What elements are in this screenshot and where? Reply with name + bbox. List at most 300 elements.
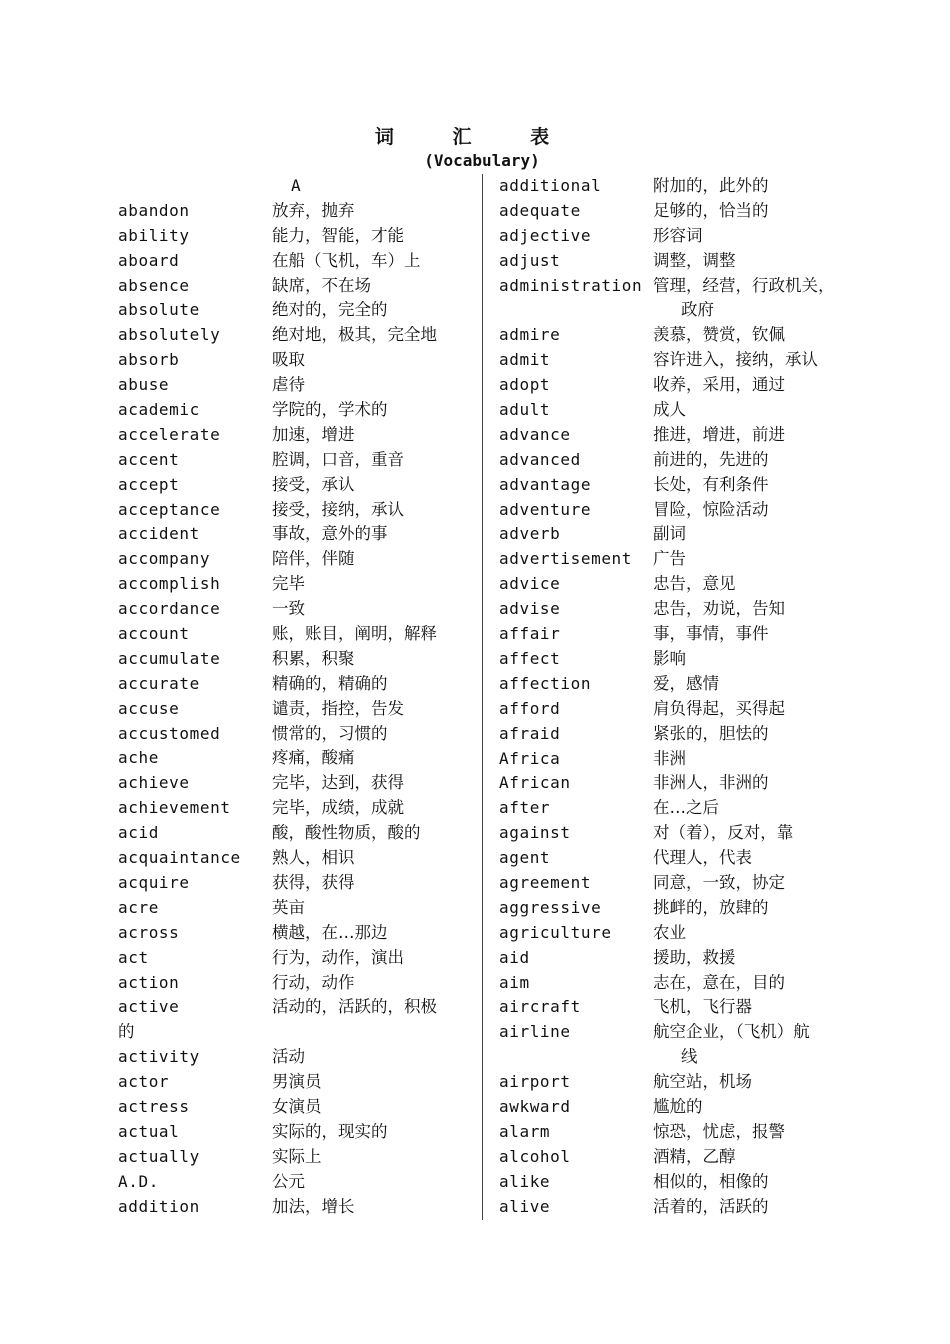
vocab-word: agreement <box>499 872 592 892</box>
vocab-word: advanced <box>499 449 581 469</box>
vocab-entry <box>118 398 480 423</box>
vocab-definition <box>653 1120 785 1145</box>
vocab-definition <box>272 572 305 597</box>
vocab-word: action <box>118 972 180 992</box>
vocab-definition-text: 加速，增进 <box>272 424 355 444</box>
vocab-entry <box>499 896 869 921</box>
vocab-entry <box>499 672 869 697</box>
vocab-entry <box>118 373 480 398</box>
vocab-word: addition <box>118 1196 200 1216</box>
vocab-definition-text: 酒精，乙醇 <box>653 1146 736 1166</box>
vocab-definition <box>272 597 305 622</box>
vocab-definition-text: 绝对地，极其，完全地 <box>272 325 437 345</box>
vocab-word: actress <box>118 1096 190 1116</box>
vocab-entry <box>499 597 869 622</box>
vocab-definition <box>272 473 355 498</box>
vocab-word: actual <box>118 1121 180 1141</box>
vocab-definition-text: 接受，承认 <box>272 474 355 494</box>
vocab-definition-text: 放弃，抛弃 <box>272 200 355 220</box>
vocab-definition <box>653 672 719 697</box>
vocab-definition-text: 事故，意外的事 <box>272 524 388 544</box>
vocab-entry <box>499 1020 869 1070</box>
vocab-definition <box>272 1070 322 1095</box>
vocab-definition-text: 活动 <box>272 1047 305 1067</box>
vocab-entry <box>499 249 869 274</box>
vocab-definition-text: 成人 <box>653 400 686 420</box>
vocab-entry <box>118 1145 480 1170</box>
letter-heading: A <box>291 176 301 195</box>
vocab-definition-continuation: 政府 <box>681 300 714 320</box>
vocab-definition-text: 挑衅的，放肆的 <box>653 897 769 917</box>
vocab-definition <box>653 547 686 572</box>
vocab-word: acquaintance <box>118 848 241 868</box>
vocab-definition-text: 惊恐，忧虑，报警 <box>653 1121 785 1141</box>
vocab-definition-text: 疼痛，酸痛 <box>272 748 355 768</box>
vocab-word: afford <box>499 698 561 718</box>
vocab-definition <box>272 796 404 821</box>
vocab-entry <box>499 522 869 547</box>
vocab-word: actor <box>118 1072 170 1092</box>
vocab-definition <box>653 995 752 1020</box>
vocab-definition-text: 账，账目，阐明，解释 <box>272 624 437 644</box>
vocab-definition-text: 活动的，活跃的，积极 <box>272 997 437 1017</box>
vocab-definition-text: 谴责，指控，告发 <box>272 698 404 718</box>
vocab-definition-text: 男演员 <box>272 1072 322 1092</box>
vocab-definition-text: 前进的，先进的 <box>653 449 769 469</box>
vocab-word: abandon <box>118 200 190 220</box>
vocab-definition-text: 事，事情，事件 <box>653 624 769 644</box>
vocab-entry <box>118 1120 480 1145</box>
vocab-entry <box>499 498 869 523</box>
vocab-entry <box>118 672 480 697</box>
vocab-definition-text: 航空站，机场 <box>653 1072 752 1092</box>
vocab-entry <box>499 348 869 373</box>
vocab-definition <box>653 398 686 423</box>
vocab-definition <box>272 448 404 473</box>
vocab-definition <box>272 846 355 871</box>
vocab-definition-text: 积累，积聚 <box>272 648 355 668</box>
vocabulary-column-left <box>118 174 480 1219</box>
vocab-definition <box>272 622 437 647</box>
vocab-definition-text: 加法，增长 <box>272 1196 355 1216</box>
vocab-definition <box>653 199 769 224</box>
vocab-entry <box>499 224 869 249</box>
vocab-entry <box>499 448 869 473</box>
vocab-definition-text: 非洲人，非洲的 <box>653 773 769 793</box>
vocab-entry <box>499 921 869 946</box>
vocab-entry <box>499 1195 869 1220</box>
vocab-definition <box>653 871 785 896</box>
vocab-entry <box>118 971 480 996</box>
vocab-word: adjective <box>499 225 592 245</box>
vocab-word: accelerate <box>118 424 221 444</box>
vocab-entry <box>118 771 480 796</box>
vocab-entry <box>499 1095 869 1120</box>
vocab-definition <box>272 199 355 224</box>
vocab-definition <box>653 971 785 996</box>
vocab-definition-text: 调整，调整 <box>653 250 736 270</box>
vocab-definition-text: 对（着），反对，靠 <box>653 823 794 843</box>
vocab-word: advice <box>499 574 561 594</box>
vocab-word: adult <box>499 400 551 420</box>
vocab-definition <box>653 622 769 647</box>
vocab-definition <box>653 1020 810 1070</box>
vocab-definition <box>272 921 388 946</box>
vocab-entry <box>499 398 869 423</box>
vocab-definition <box>653 522 686 547</box>
vocab-definition <box>272 1045 305 1070</box>
vocab-entry <box>118 423 480 448</box>
vocab-word: accomplish <box>118 574 221 594</box>
vocab-entry <box>118 1070 480 1095</box>
vocab-word: active <box>118 997 180 1017</box>
vocab-word: aircraft <box>499 997 581 1017</box>
vocab-word: alcohol <box>499 1146 571 1166</box>
vocab-definition <box>653 423 785 448</box>
vocab-entry <box>118 597 480 622</box>
vocab-definition <box>272 946 404 971</box>
vocab-definition-wrap: 的 <box>118 1022 135 1042</box>
vocab-definition <box>272 697 404 722</box>
vocab-definition <box>653 249 736 274</box>
vocab-definition <box>653 1095 703 1120</box>
vocab-word: admire <box>499 325 561 345</box>
vocab-definition-text: 管理，经营，行政机关， <box>653 275 835 295</box>
vocab-definition <box>653 921 686 946</box>
vocab-definition-text: 行为，动作，演出 <box>272 947 404 967</box>
vocab-word: accordance <box>118 599 221 619</box>
vocab-word: adjust <box>499 250 561 270</box>
vocab-definition-text: 完毕，成绩，成就 <box>272 798 404 818</box>
vocab-word: ability <box>118 225 190 245</box>
vocab-definition-text: 陪伴，伴随 <box>272 549 355 569</box>
vocab-entry <box>499 572 869 597</box>
vocab-entry <box>118 796 480 821</box>
vocab-definition-text: 吸取 <box>272 350 305 370</box>
vocab-definition-text: 非洲 <box>653 748 686 768</box>
vocab-definition <box>653 572 736 597</box>
vocab-entry <box>118 498 480 523</box>
vocab-word: advantage <box>499 474 592 494</box>
vocab-entry <box>118 647 480 672</box>
vocab-definition-text: 精确的，精确的 <box>272 673 388 693</box>
vocab-definition <box>272 1095 322 1120</box>
vocab-entry <box>499 274 869 324</box>
vocab-word: accident <box>118 524 200 544</box>
vocab-definition-text: 尴尬的 <box>653 1096 703 1116</box>
vocab-entry <box>499 1145 869 1170</box>
vocab-definition <box>272 672 388 697</box>
vocab-definition-text: 缺席，不在场 <box>272 275 371 295</box>
vocab-word: additional <box>499 176 602 195</box>
vocab-definition <box>653 747 686 772</box>
vocab-word: awkward <box>499 1096 571 1116</box>
vocab-entry <box>499 1120 869 1145</box>
vocab-entry <box>499 323 869 348</box>
vocab-entry <box>499 771 869 796</box>
vocab-word: act <box>118 947 149 967</box>
vocab-entry <box>499 971 869 996</box>
vocab-entry <box>118 224 480 249</box>
vocab-definition <box>653 1195 769 1220</box>
vocab-entry <box>118 1170 480 1195</box>
vocab-word: agriculture <box>499 922 612 942</box>
vocab-entry <box>499 473 869 498</box>
vocab-word: after <box>499 798 551 818</box>
vocab-word: acceptance <box>118 499 221 519</box>
vocab-definition <box>272 722 388 747</box>
vocab-definition <box>653 771 769 796</box>
vocab-entry <box>118 199 480 224</box>
vocab-word: advertisement <box>499 549 633 569</box>
vocab-entry <box>499 174 869 199</box>
vocab-word: alarm <box>499 1121 551 1141</box>
vocab-definition <box>272 348 305 373</box>
vocab-definition-text: 冒险，惊险活动 <box>653 499 769 519</box>
vocab-definition-text: 横越，在…那边 <box>272 922 388 942</box>
vocab-word: administration <box>499 275 643 295</box>
vocab-definition-text: 肩负得起，买得起 <box>653 698 785 718</box>
vocab-entry <box>499 846 869 871</box>
vocab-entry <box>118 622 480 647</box>
vocab-definition-text: 英亩 <box>272 897 305 917</box>
vocab-definition <box>272 1170 305 1195</box>
vocab-definition <box>653 796 719 821</box>
vocab-definition <box>653 821 793 846</box>
vocab-definition <box>272 249 421 274</box>
vocab-entry <box>118 896 480 921</box>
vocab-entry <box>118 522 480 547</box>
vocab-definition <box>653 647 686 672</box>
vocab-definition <box>653 274 835 324</box>
vocab-word: affect <box>499 648 561 668</box>
vocab-word: absolute <box>118 300 200 320</box>
vocab-word: achieve <box>118 773 190 793</box>
vocab-entry <box>118 572 480 597</box>
vocab-entry <box>499 747 869 772</box>
vocab-word: adequate <box>499 200 581 220</box>
vocab-definition-continuation: 线 <box>681 1047 698 1067</box>
vocab-definition-text: 紧张的，胆怯的 <box>653 723 769 743</box>
vocab-entry <box>499 1170 869 1195</box>
vocab-entry <box>118 1195 480 1220</box>
vocab-entry <box>499 995 869 1020</box>
vocab-definition <box>272 373 305 398</box>
vocab-word: aboard <box>118 250 180 270</box>
vocab-definition-text: 惯常的，习惯的 <box>272 723 388 743</box>
vocab-definition <box>272 871 355 896</box>
vocab-definition-text: 完毕，达到，获得 <box>272 773 404 793</box>
vocab-entry <box>118 946 480 971</box>
vocab-definition <box>653 373 785 398</box>
vocab-definition-text: 推进，增进，前进 <box>653 424 785 444</box>
vocab-word: achievement <box>118 798 231 818</box>
vocab-definition-text: 代理人，代表 <box>653 848 752 868</box>
vocab-word: affection <box>499 673 592 693</box>
vocab-definition <box>653 348 818 373</box>
vocab-word: advise <box>499 599 561 619</box>
vocab-word: absorb <box>118 350 180 370</box>
vocab-entry <box>118 249 480 274</box>
vocab-word: accuse <box>118 698 180 718</box>
vocab-definition <box>653 323 785 348</box>
vocab-word: account <box>118 624 190 644</box>
vocab-entry <box>499 946 869 971</box>
vocab-definition-text: 绝对的，完全的 <box>272 300 388 320</box>
vocab-definition <box>272 224 404 249</box>
vocab-definition-text: 农业 <box>653 922 686 942</box>
vocab-word: activity <box>118 1047 200 1067</box>
vocab-entry <box>118 871 480 896</box>
vocab-definition-text: 同意，一致，协定 <box>653 872 785 892</box>
vocab-word: absolutely <box>118 325 221 345</box>
vocab-word: accustomed <box>118 723 221 743</box>
vocab-definition-text: 容许进入，接纳，承认 <box>653 350 818 370</box>
vocab-definition <box>653 946 736 971</box>
vocab-definition-text: 公元 <box>272 1171 305 1191</box>
vocab-entry <box>499 722 869 747</box>
vocab-definition-text: 腔调，口音，重音 <box>272 449 404 469</box>
vocab-word: accompany <box>118 549 211 569</box>
vocab-definition-text: 长处，有利条件 <box>653 474 769 494</box>
vocab-definition-text: 形容词 <box>653 225 703 245</box>
page-title: 词 汇 表 <box>374 126 576 148</box>
vocab-definition <box>272 746 355 771</box>
vocab-entry <box>499 647 869 672</box>
vocab-definition <box>272 547 355 572</box>
vocab-entry <box>118 298 480 323</box>
vocab-entry <box>118 274 480 299</box>
vocab-word: aim <box>499 972 530 992</box>
vocab-entry <box>118 722 480 747</box>
vocab-definition-text: 能力，智能，才能 <box>272 225 404 245</box>
vocab-entry <box>118 1045 480 1070</box>
vocab-word: admit <box>499 350 551 370</box>
vocab-entry <box>499 821 869 846</box>
vocab-definition <box>272 821 421 846</box>
vocab-definition-text: 附加的，此外的 <box>653 176 769 195</box>
page-subtitle: (Vocabulary) <box>424 151 540 170</box>
vocab-word: affair <box>499 624 561 644</box>
vocab-definition <box>653 1070 752 1095</box>
vocab-definition-text: 爱，感情 <box>653 673 719 693</box>
vocab-word: accumulate <box>118 648 221 668</box>
vocab-word: aggressive <box>499 897 602 917</box>
vocab-word: Africa <box>499 748 561 768</box>
vocab-word: afraid <box>499 723 561 743</box>
vocab-definition-text: 收养，采用，通过 <box>653 375 785 395</box>
vocab-word: African <box>499 773 571 793</box>
vocab-definition <box>272 647 355 672</box>
vocab-word: acre <box>118 897 159 917</box>
vocab-definition <box>653 473 769 498</box>
vocab-definition-text: 足够的，恰当的 <box>653 200 769 220</box>
vocab-entry <box>499 1070 869 1095</box>
vocab-definition-text: 一致 <box>272 599 305 619</box>
vocab-word: agent <box>499 848 551 868</box>
vocab-definition <box>272 323 437 348</box>
vocab-word: accurate <box>118 673 200 693</box>
vocab-definition <box>653 597 785 622</box>
vocab-word: accept <box>118 474 180 494</box>
vocab-definition-text: 在…之后 <box>653 798 719 818</box>
vocab-entry <box>499 199 869 224</box>
vocab-definition-text: 在船（飞机，车）上 <box>272 250 421 270</box>
vocab-definition <box>272 274 371 299</box>
vocab-definition-text: 援助，救援 <box>653 947 736 967</box>
vocab-word: airport <box>499 1072 571 1092</box>
vocab-word: advance <box>499 424 571 444</box>
vocab-definition-text: 忠告，意见 <box>653 574 736 594</box>
vocab-entry <box>499 373 869 398</box>
vocab-definition-text: 熟人，相识 <box>272 848 355 868</box>
vocab-definition <box>653 722 769 747</box>
vocab-definition-text: 虐待 <box>272 375 305 395</box>
vocab-definition-text: 接受，接纳，承认 <box>272 499 404 519</box>
vocab-definition <box>272 971 355 996</box>
vocab-word: against <box>499 823 571 843</box>
vocab-word: abuse <box>118 375 170 395</box>
vocab-definition <box>653 846 752 871</box>
vocab-definition <box>272 298 388 323</box>
vocab-definition <box>272 522 388 547</box>
vocab-definition-text: 实际的，现实的 <box>272 1121 388 1141</box>
vocab-entry <box>118 323 480 348</box>
vocab-definition <box>272 498 404 523</box>
vocab-entry <box>499 697 869 722</box>
vocab-entry <box>499 871 869 896</box>
vocab-entry <box>118 746 480 771</box>
vocab-word: acid <box>118 823 159 843</box>
vocab-word: ache <box>118 748 159 768</box>
vocab-word: alike <box>499 1171 551 1191</box>
vocab-definition <box>653 1170 769 1195</box>
vocabulary-column-right <box>499 174 869 1219</box>
vocab-entry <box>118 547 480 572</box>
vocab-entry <box>118 921 480 946</box>
vocab-definition <box>653 498 769 523</box>
vocab-definition <box>653 1145 736 1170</box>
vocab-entry <box>118 821 480 846</box>
vocab-definition-text: 广告 <box>653 549 686 569</box>
vocab-entry <box>118 846 480 871</box>
vocab-entry <box>499 547 869 572</box>
vocab-definition-text: 学院的，学术的 <box>272 400 388 420</box>
vocab-entry <box>499 622 869 647</box>
vocab-definition <box>272 1195 355 1220</box>
vocab-definition <box>653 224 703 249</box>
vocab-definition <box>272 1145 322 1170</box>
vocab-definition-text: 酸，酸性物质，酸的 <box>272 823 421 843</box>
vocab-entry <box>118 448 480 473</box>
vocab-entry <box>118 348 480 373</box>
vocab-definition <box>653 896 769 921</box>
vocab-entry <box>499 796 869 821</box>
vocab-word: adverb <box>499 524 561 544</box>
vocab-definition <box>272 423 355 448</box>
vocab-definition <box>272 771 404 796</box>
vocab-word: absence <box>118 275 190 295</box>
vocab-word: actually <box>118 1146 200 1166</box>
vocab-word: adventure <box>499 499 592 519</box>
vocab-definition-text: 副词 <box>653 524 686 544</box>
vocab-definition <box>272 1120 388 1145</box>
vocab-definition <box>653 448 769 473</box>
vocab-definition-text: 志在，意在，目的 <box>653 972 785 992</box>
vocab-definition-text: 活着的，活跃的 <box>653 1196 769 1216</box>
vocab-word: aid <box>499 947 530 967</box>
vocab-definition <box>272 398 388 423</box>
